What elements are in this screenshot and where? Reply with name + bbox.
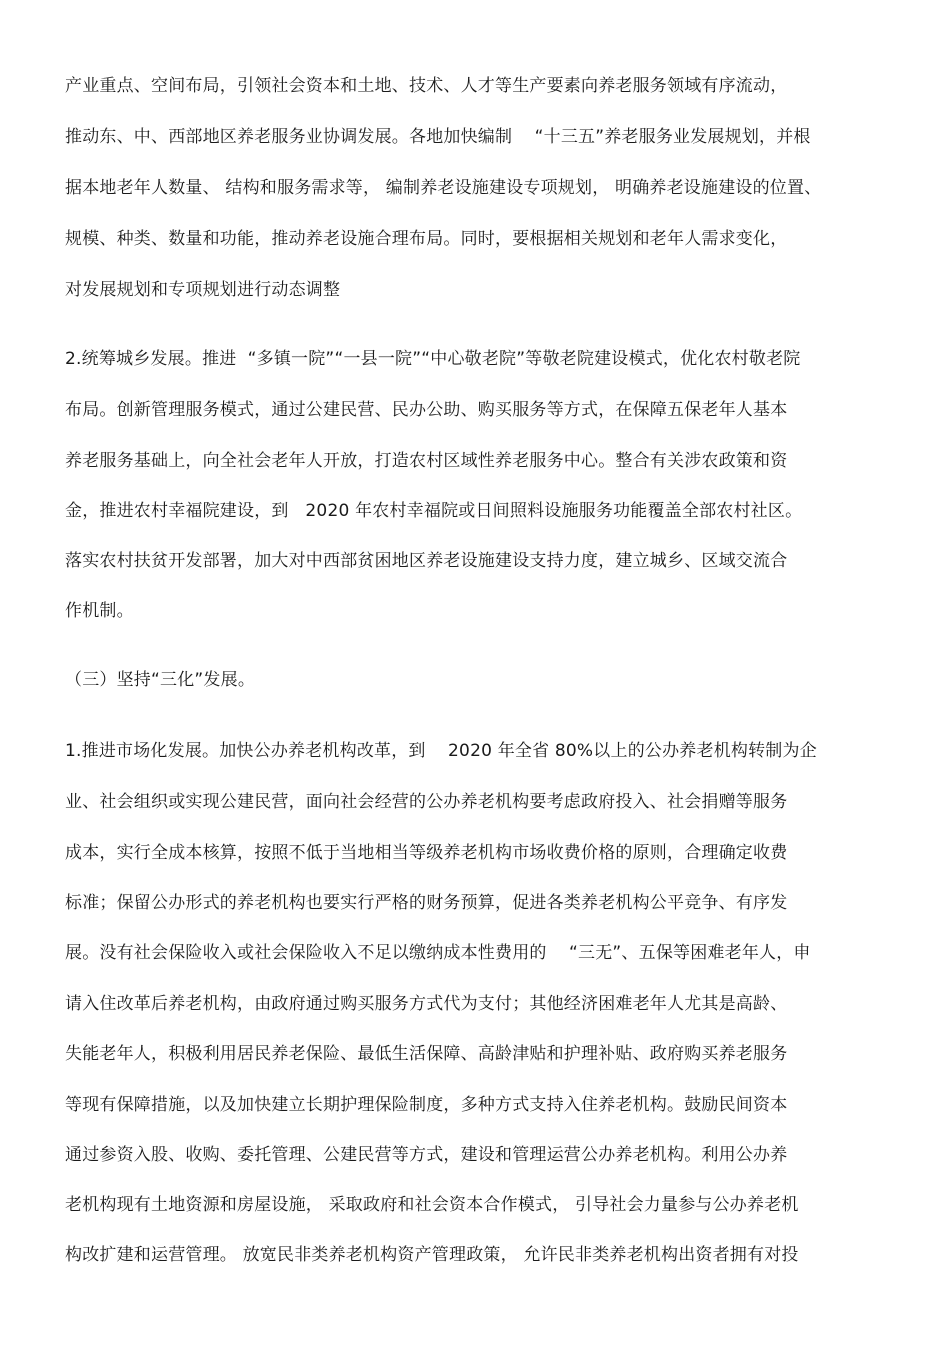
text-line: 通过参资入股、收购、委托管理、公建民营等方式，建设和管理运营公办养老机构。利用公办养 <box>65 1145 788 1165</box>
text-line: 标准；保留公办形式的养老机构也要实行严格的财务预算，促进各类养老机构公平竞争、有序发 <box>65 893 788 913</box>
text-line: 金，推进农村幸福院建设，到 2020 年农村幸福院或日间照料设施服务功能覆盖全部农村社区。 <box>65 501 803 521</box>
text-line: 规模、种类、数量和功能，推动养老设施合理布局。同时，要根据相关规划和老年人需求变化， <box>65 229 788 249</box>
text-line: 失能老年人，积极利用居民养老保险、最低生活保障、高龄津贴和护理补贴、政府购买养老服务 <box>65 1044 788 1064</box>
text-line: 等现有保障措施，以及加快建立长期护理保险制度，多种方式支持入住养老机构。鼓励民间资本 <box>65 1095 788 1115</box>
text-line: 推动东、中、西部地区养老服务业协调发展。各地加快编制 “十三五”养老服务业发展规划，并根 <box>65 127 811 147</box>
text-line: 老机构现有土地资源和房屋设施， 采取政府和社会资本合作模式， 引导社会力量参与公办养老机 <box>65 1195 799 1215</box>
text-line: 据本地老年人数量、 结构和服务需求等， 编制养老设施建设专项规划， 明确养老设施建设的位置、 <box>65 178 822 198</box>
text-line: 作机制。 <box>65 601 134 621</box>
text-line: 布局。创新管理服务模式，通过公建民营、民办公助、购买服务等方式，在保障五保老年人基本 <box>65 400 788 420</box>
section-heading: （三）坚持“三化”发展。 <box>65 670 256 690</box>
text-line: 构改扩建和运营管理。 放宽民非类养老机构资产管理政策， 允许民非类养老机构出资者拥有对投 <box>65 1245 799 1265</box>
text-line: 1.推进市场化发展。加快公办养老机构改革，到 2020 年全省 80%以上的公办养老机构转制为企 <box>65 741 817 761</box>
text-line: 养老服务基础上，向全社会老年人开放，打造农村区域性养老服务中心。整合有关涉农政策和资 <box>65 451 788 471</box>
text-line: 请入住改革后养老机构，由政府通过购买服务方式代为支付；其他经济困难老年人尤其是高龄、 <box>65 994 788 1014</box>
text-line: 对发展规划和专项规划进行动态调整 <box>65 280 341 300</box>
text-line: 业、社会组织或实现公建民营，面向社会经营的公办养老机构要考虑政府投入、社会捐赠等服务 <box>65 792 788 812</box>
text-line: 2.统筹城乡发展。推进 “多镇一院”“一县一院”“中心敬老院”等敬老院建设模式，优化农村敬老院 <box>65 349 801 369</box>
text-line: 展。没有社会保险收入或社会保险收入不足以缴纳成本性费用的 “三无”、五保等困难老年人，申 <box>65 943 811 963</box>
text-line: 产业重点、空间布局，引领社会资本和土地、技术、人才等生产要素向养老服务领域有序流动， <box>65 76 788 96</box>
text-line: 成本，实行全成本核算，按照不低于当地相当等级养老机构市场收费价格的原则，合理确定收费 <box>65 843 788 863</box>
text-line: 落实农村扶贫开发部署，加大对中西部贫困地区养老设施建设支持力度，建立城乡、区域交流合 <box>65 551 788 571</box>
